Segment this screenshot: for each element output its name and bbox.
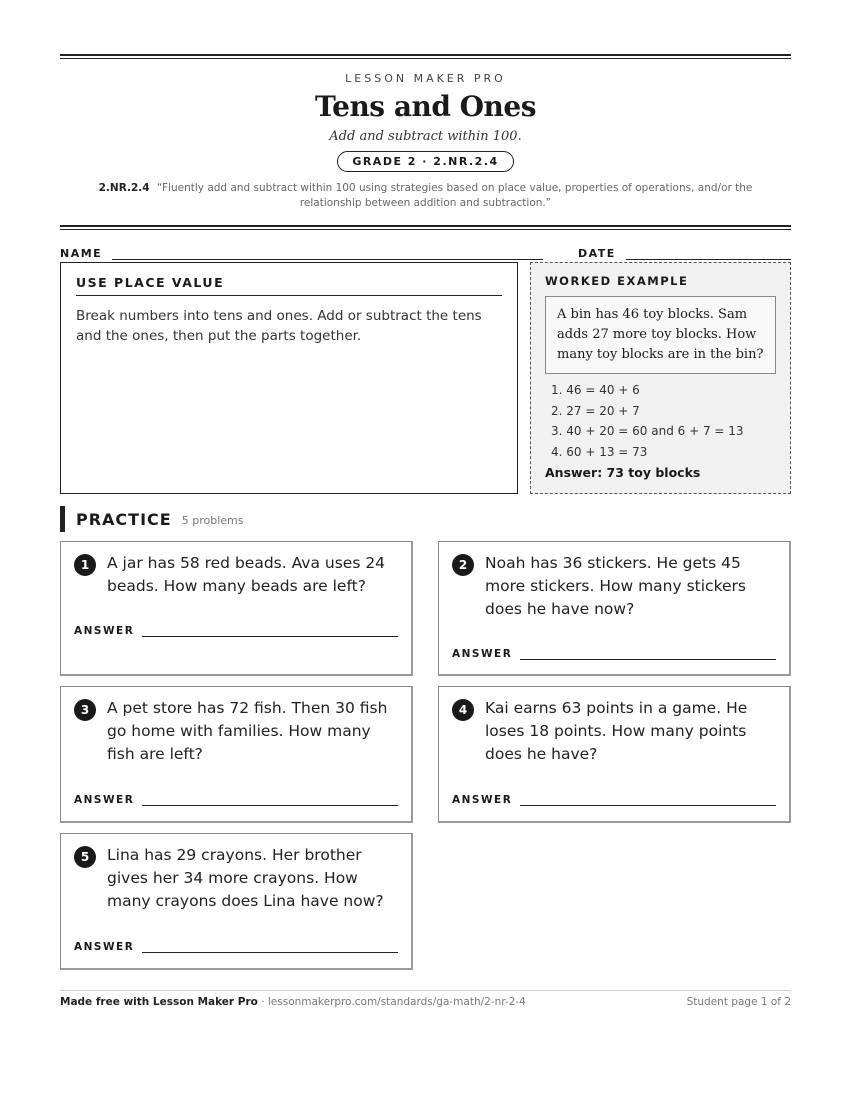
problem-number-badge: 3	[74, 699, 96, 721]
problem-card-4	[438, 686, 791, 823]
header-bottom-rule-thin	[60, 229, 791, 230]
problem-number-badge: 5	[74, 846, 96, 868]
brand-name: LESSON MAKER PRO	[345, 72, 506, 85]
problem-text: Kai earns 63 points in a game. He loses 18 points. How many points does he have?	[485, 699, 748, 763]
problem-card-3	[60, 686, 413, 823]
answer-label: ANSWER	[452, 648, 513, 660]
practice-title: PRACTICE	[76, 509, 172, 529]
footer-page-number: Student page 1 of 2	[686, 996, 791, 1008]
answer-row	[74, 794, 398, 806]
footer-source	[60, 996, 526, 1008]
header-top-rule	[60, 54, 791, 56]
page-subtitle: Add and subtract within 100.	[329, 129, 522, 144]
answer-row	[452, 648, 776, 660]
answer-label: ANSWER	[74, 794, 135, 806]
standard-code: 2.NR.2.4	[98, 182, 150, 194]
answer-field[interactable]	[142, 796, 398, 806]
header-bottom-rule	[60, 225, 791, 227]
worked-example-problem: A bin has 46 toy blocks. Sam adds 27 more toy blocks. How many toy blocks are in the bin?	[545, 296, 776, 374]
practice-count: 5 problems	[181, 514, 244, 527]
page-title: Tens and Ones	[315, 90, 536, 123]
worked-example-step: 2. 27 = 20 + 7	[551, 403, 640, 418]
footer-rule	[60, 990, 791, 991]
standard-description	[60, 181, 791, 211]
worksheet-page	[60, 54, 791, 953]
intro-panels	[60, 262, 791, 494]
problem-text: Noah has 36 stickers. He gets 45 more stickers. How many stickers does he have now?	[485, 554, 746, 618]
worked-example-title: WORKED EXAMPLE	[545, 274, 689, 288]
answer-field[interactable]	[520, 650, 776, 660]
footer-made-with: Made free with Lesson Maker Pro	[60, 996, 258, 1008]
problem-number-badge: 1	[74, 554, 96, 576]
date-label: DATE	[577, 247, 616, 260]
footer	[60, 996, 791, 1008]
header-top-rule-thin	[60, 58, 791, 59]
problem-card-5	[60, 833, 413, 970]
date-field[interactable]	[626, 248, 791, 260]
problem-number-badge: 4	[452, 699, 474, 721]
answer-label: ANSWER	[74, 941, 135, 953]
place-value-title: USE PLACE VALUE	[76, 275, 502, 296]
problem-card-2	[438, 541, 791, 676]
problem-text: Lina has 29 crayons. Her brother gives her 34 more crayons. How many crayons does Lina have now?	[107, 846, 384, 910]
place-value-box	[60, 262, 518, 494]
problem-text: A jar has 58 red beads. Ava uses 24 beads. How many beads are left?	[107, 554, 386, 595]
answer-field[interactable]	[142, 943, 398, 953]
answer-label: ANSWER	[74, 625, 135, 637]
answer-row	[452, 794, 776, 806]
answer-row	[74, 941, 398, 953]
answer-row	[74, 625, 398, 637]
name-field[interactable]	[112, 248, 543, 260]
name-label: NAME	[60, 247, 103, 260]
grade-badge: GRADE 2 · 2.NR.2.4	[337, 151, 513, 172]
answer-label: ANSWER	[452, 794, 513, 806]
footer-url[interactable]: · lessonmakerpro.com/standards/ga-math/2-nr-2-4	[257, 996, 526, 1008]
worked-example-box	[530, 262, 791, 494]
worked-example-step: 4. 60 + 13 = 73	[551, 444, 648, 459]
standard-text: “Fluently add and subtract within 100 using strategies based on place value, properties of operations, and/or the relationship between addition and subtraction.”	[156, 182, 753, 209]
practice-header	[60, 506, 243, 532]
worked-example-step: 3. 40 + 20 = 60 and 6 + 7 = 13	[551, 424, 744, 438]
answer-field[interactable]	[142, 627, 398, 637]
name-date-row	[60, 244, 791, 260]
worked-example-answer: Answer: 73 toy blocks	[545, 465, 701, 480]
problem-number-badge: 2	[452, 554, 474, 576]
worked-example-step: 1. 46 = 40 + 6	[551, 383, 640, 397]
problem-card-1	[60, 541, 413, 676]
place-value-text: Break numbers into tens and ones. Add or subtract the tens and the ones, then put the parts together.	[76, 308, 482, 344]
problem-text: A pet store has 72 fish. Then 30 fish go home with families. How many fish are left?	[107, 699, 388, 763]
answer-field[interactable]	[520, 796, 776, 806]
worked-example-steps	[545, 380, 776, 462]
